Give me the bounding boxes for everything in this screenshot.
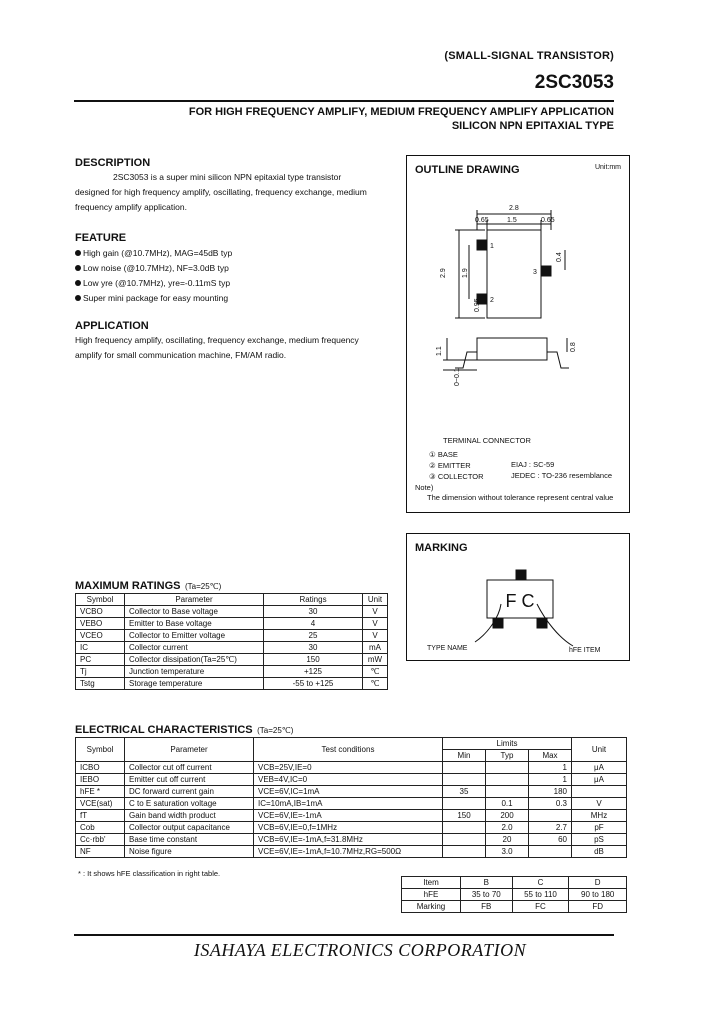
table-row: IC Collector current 30 mA: [76, 642, 388, 654]
description-line: frequency amplify application.: [75, 202, 187, 212]
elec-heading: [75, 720, 293, 738]
table-row: VCBO Collector to Base voltage 30 V: [76, 606, 388, 618]
eiaj-label: EIAJ : SC-59: [511, 460, 555, 469]
table-row: Cc·rbb' Base time constant VCB=6V,IE=-1mA,f=31.8MHz 20 60 pS: [76, 834, 627, 846]
feature-title: FEATURE: [75, 232, 127, 244]
elec-title: ELECTRICAL CHARACTERISTICS: [75, 724, 253, 736]
table-row: Marking FB FC FD: [402, 901, 627, 913]
dim-label: 1.5: [507, 217, 517, 224]
pin-label: 1: [490, 243, 494, 250]
terminal-list: [429, 449, 484, 482]
dim-label: 0.8: [570, 342, 577, 352]
table-row: hFE * DC forward current gain VCE=6V,IC=1mA 35 180: [76, 786, 627, 798]
application-line: amplify for small communication machine, FM/AM radio.: [75, 350, 287, 360]
terminal-title: TERMINAL CONNECTOR: [443, 436, 531, 445]
dim-label: 2.9: [440, 268, 447, 278]
table-row: PC Collector dissipation(Ta=25℃) 150 mW: [76, 654, 388, 666]
marking-box: [406, 533, 630, 661]
table-row: Tj Junction temperature +125 ℃: [76, 666, 388, 678]
table-row: VCE(sat) C to E saturation voltage IC=10mA,IB=1mA 0.1 0.3 V: [76, 798, 627, 810]
pin-label: 3: [533, 269, 537, 276]
table-row: ICBO Collector cut off current VCB=25V,IE=0 1 μA: [76, 762, 627, 774]
terminal-item: ① BASE: [429, 450, 458, 459]
footer-rule: [74, 934, 614, 936]
feature-item: Low noise (@10.7MHz), NF=3.0dB typ: [75, 261, 395, 276]
application-heading: FOR HIGH FREQUENCY AMPLIFY, MEDIUM FREQUENCY AMPLIFY APPLICATION: [188, 106, 614, 118]
table-row: Item B C D: [402, 877, 627, 889]
unit-label: Unit:mm: [594, 164, 621, 171]
dim-label: 0.95: [474, 298, 481, 312]
description-title: DESCRIPTION: [75, 157, 151, 169]
feature-list: [75, 246, 395, 306]
package-drawing: [437, 200, 617, 390]
table-row: hFE 35 to 70 55 to 110 90 to 180: [402, 889, 627, 901]
elec-table: [75, 737, 627, 858]
dim-label: 1.1: [436, 346, 443, 356]
table-row: IEBO Emitter cut off current VEB=4V,IC=0 1 μA: [76, 774, 627, 786]
dim-label: 2.8: [509, 205, 519, 212]
table-header-row: Symbol Parameter Test conditions Limits Unit: [76, 738, 627, 750]
application-title: APPLICATION: [75, 320, 149, 332]
outline-drawing-box: [406, 155, 630, 513]
feature-item: Low yre (@10.7MHz), yre=-0.11mS typ: [75, 276, 395, 291]
dim-label: 0.65: [475, 217, 489, 224]
bullet-icon: [75, 280, 81, 286]
bullet-icon: [75, 250, 81, 256]
application-text: [75, 333, 400, 363]
bullet-icon: [75, 265, 81, 271]
terminal-item: ③ COLLECTOR: [429, 472, 484, 481]
outline-title: OUTLINE DRAWING: [415, 164, 520, 176]
feature-item: Super mini package for easy mounting: [75, 291, 395, 306]
elec-note: * : It shows hFE classification in right table.: [78, 869, 221, 878]
note-text: The dimension without tolerance represent central value: [427, 493, 614, 502]
type-name-label: TYPE NAME: [427, 645, 468, 652]
max-ratings-condition: (Ta=25℃): [184, 582, 222, 591]
dim-label: 0.65: [541, 217, 555, 224]
table-row: NF Noise figure VCE=6V,IE=-1mA,f=10.7MHz,RG=500Ω 3.0 dB: [76, 846, 627, 858]
description-line: designed for high frequency amplify, oscillating, frequency exchange, medium: [75, 187, 367, 197]
max-ratings-heading: [75, 576, 221, 594]
part-number: 2SC3053: [534, 72, 614, 93]
dim-label: 1.9: [462, 268, 469, 278]
table-row: Cob Collector output capacitance VCB=6V,IE=0,f=1MHz 2.0 2.7 pF: [76, 822, 627, 834]
elec-condition: (Ta=25℃): [257, 726, 294, 735]
category-label: (SMALL-SIGNAL TRANSISTOR): [444, 50, 614, 62]
table-row: VCEO Collector to Emitter voltage 25 V: [76, 630, 388, 642]
max-ratings-title: MAXIMUM RATINGS: [75, 580, 181, 592]
description-line: 2SC3053 is a super mini silicon NPN epitaxial type transistor: [113, 172, 342, 182]
marking-letters: F C: [505, 591, 535, 611]
table-header-row: Min Typ Max: [76, 750, 627, 762]
dim-label: 0.4: [556, 252, 563, 262]
table-header-row: Symbol Parameter Ratings Unit: [76, 594, 388, 606]
header-rule: [74, 100, 614, 102]
company-name: ISAHAYA ELECTRONICS CORPORATION: [193, 940, 527, 960]
table-row: VEBO Emitter to Base voltage 4 V: [76, 618, 388, 630]
description-text: [75, 170, 395, 215]
note-title: Note): [415, 483, 434, 492]
hfe-class-table: [401, 876, 627, 913]
pin-label: 2: [490, 297, 494, 304]
bullet-icon: [75, 295, 81, 301]
marking-title: MARKING: [415, 542, 468, 554]
table-row: fT Gain band width product VCE=6V,IE=-1mA 150 200 MHz: [76, 810, 627, 822]
dim-label: 0~0.1: [454, 368, 461, 386]
hfe-item-label: hFE ITEM: [569, 647, 601, 654]
table-row: Tstg Storage temperature -55 to +125 ℃: [76, 678, 388, 690]
type-heading: SILICON NPN EPITAXIAL TYPE: [451, 120, 614, 132]
application-line: High frequency amplify, oscillating, frequency exchange, medium frequency: [75, 335, 359, 345]
feature-item: High gain (@10.7MHz), MAG=45dB typ: [75, 246, 395, 261]
marking-drawing: [427, 564, 617, 656]
max-ratings-table: [75, 593, 388, 690]
terminal-item: ② EMITTER: [429, 461, 471, 470]
jedec-label: JEDEC : TO-236 resemblance: [511, 471, 613, 480]
